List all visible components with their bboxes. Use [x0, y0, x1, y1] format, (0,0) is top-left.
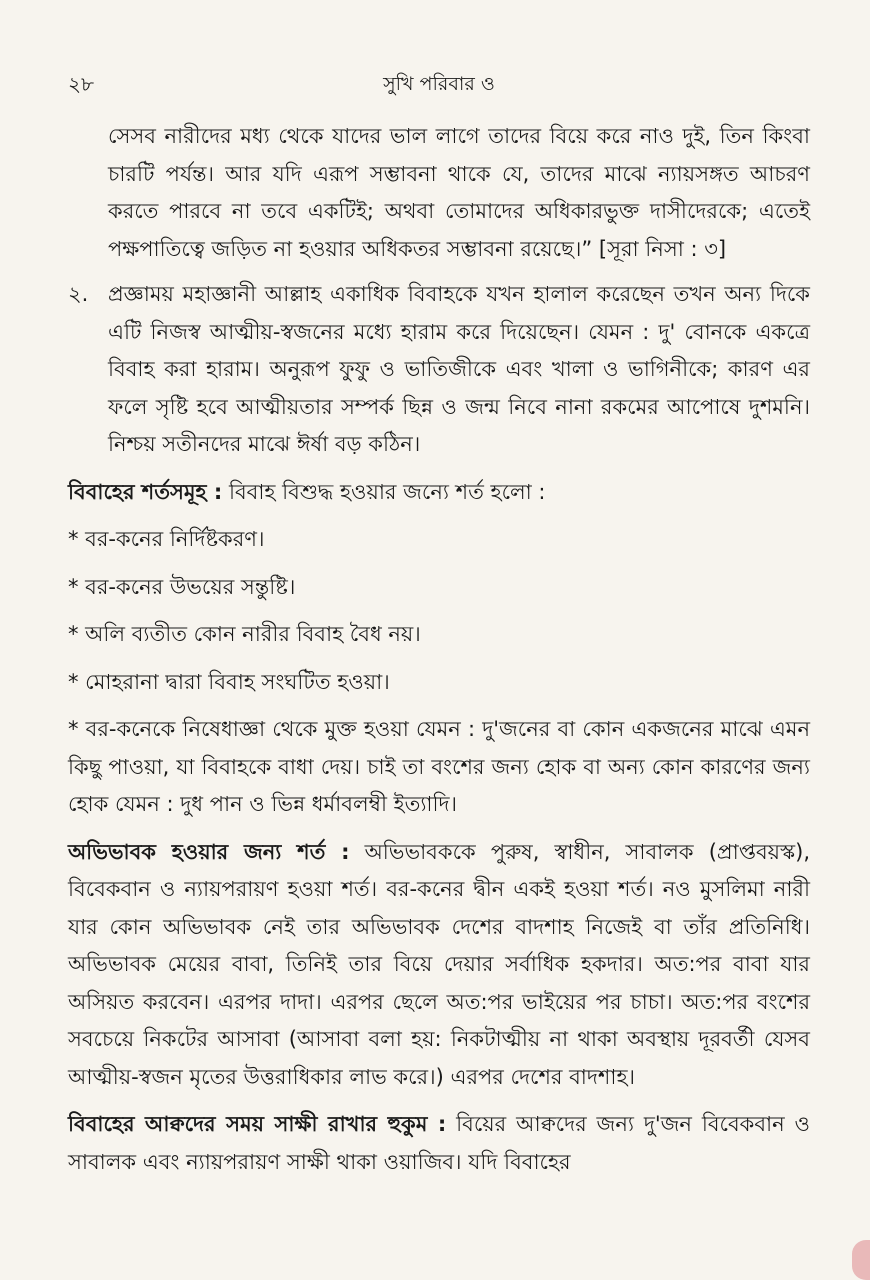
condition-item: * মোহরানা দ্বারা বিবাহ সংঘটিত হওয়া।: [68, 669, 390, 694]
page-number: ২৮: [68, 72, 94, 96]
witness-text: বিয়ের আক্বদের জন্য দু'জন বিবেকবান ও সাবালক এবং ন্যায়পরায়ণ সাক্ষী থাকা ওয়াজিব। যদি বিবাহের: [68, 1112, 810, 1174]
guardian-paragraph: [68, 834, 810, 1097]
point-2-text: প্রজ্ঞাময় মহাজ্ঞানী আল্লাহ একাধিক বিবাহকে যখন হালাল করেছেন তখন অন্য দিকে এটি নিজস্ব আত্মীয়-স্বজনের মধ্যে হারাম করে দিয়েছেন। যেমন : দু' বোনকে একত্রে বিবাহ করা হারাম। অনুরূপ ফুফু ও ভাতিজীকে এবং খালা ও ভাগিনীকে; কারণ এর ফলে সৃষ্টি হবে আত্মীয়তার সম্পর্ক ছিন্ন ও জন্ম নিবে নানা রকমের আপোষে দুশমনি। নিশ্চয় সতীনদের মাঝে ঈর্ষা বড় কঠিন।: [108, 282, 810, 456]
condition-item: * বর-কনেকে নিষেধাজ্ঞা থেকে মুক্ত হওয়া যেমন : দু'জনের বা কোন একজনের মাঝে এমন কিছু পাওয়া, যা বিবাহকে বাধা দেয়। চাই তা বংশের জন্য হোক বা অন্য কোন কারণের জন্য হোক যেমন : দুধ পান ও ভিন্ন ধর্মাবলম্বী ইত্যাদি।: [68, 717, 810, 816]
guardian-heading: অভিভাবক হওয়ার জন্য শর্ত :: [68, 839, 350, 864]
conditions-heading: বিবাহের শর্তসমূহ :: [68, 479, 223, 504]
condition-item: * বর-কনের নির্দিষ্টকরণ।: [68, 527, 265, 551]
quote-paragraph: সেসব নারীদের মধ্য থেকে যাদের ভাল লাগে তাদের বিয়ে করে নাও দুই, তিন কিংবা চারটি পর্যন্ত। আর যদি এরূপ সম্ভাবনা থাকে যে, তাদের মাঝে ন্যায়সঙ্গত আচরণ করতে পারবে না তবে একটিই; অথবা তোমাদের অধিকারভুক্ত দাসীদেরকে; এতেই পক্ষপাতিত্বে জড়িত না হওয়ার অধিকতর সম্ভাবনা রয়েছে।” [সূরা নিসা : ৩]: [108, 124, 810, 261]
page-header: [68, 70, 810, 100]
numbered-point-2: [68, 276, 810, 464]
running-title: সুখি পরিবার ও: [383, 73, 495, 95]
guardian-text: অভিভাবককে পুরুষ, স্বাধীন, সাবালক (প্রাপ্তবয়স্ক), বিবেকবান ও ন্যায়পরায়ণ হওয়া শর্ত। বর-কনের দ্বীন একই হওয়া শর্ত। নও মুসলিমা নারী যার কোন অভিভাবক নেই তার অভিভাবক দেশের বাদশাহ নিজেই বা তাঁর প্রতিনিধি। অভিভাবক মেয়ের বাবা, তিনিই তার বিয়ে দেয়ার সর্বাধিক হকদার। অত:পর বাবা যার অসিয়ত করবেন। এরপর দাদা। এরপর ছেলে অত:পর ভাইয়ের পর চাচা। অত:পর বংশের সবচেয়ে নিকটের আসাবা (আসাবা বলা হয়: নিকটাত্মীয় না থাকা অবস্থায় দূরবর্তী যেসব আত্মীয়-স্বজন মৃতের উত্তরাধিকার লাভ করে।) এরপর দেশের বাদশাহ।: [68, 839, 811, 1089]
page-body: [68, 118, 810, 1181]
page-edge-mark: [852, 1240, 870, 1280]
conditions-intro: বিবাহ বিশুদ্ধ হওয়ার জন্যে শর্ত হলো :: [222, 479, 546, 504]
point-number: ২.: [68, 282, 89, 306]
condition-item: * অলি ব্যতীত কোন নারীর বিবাহ বৈধ নয়।: [68, 622, 421, 646]
witness-heading: বিবাহের আক্বদের সময় সাক্ষী রাখার হুকুম :: [68, 1112, 447, 1136]
condition-item: * বর-কনের উভয়ের সন্তুষ্টি।: [68, 574, 296, 599]
witness-paragraph: [68, 1106, 810, 1181]
conditions-paragraph: [68, 474, 810, 512]
